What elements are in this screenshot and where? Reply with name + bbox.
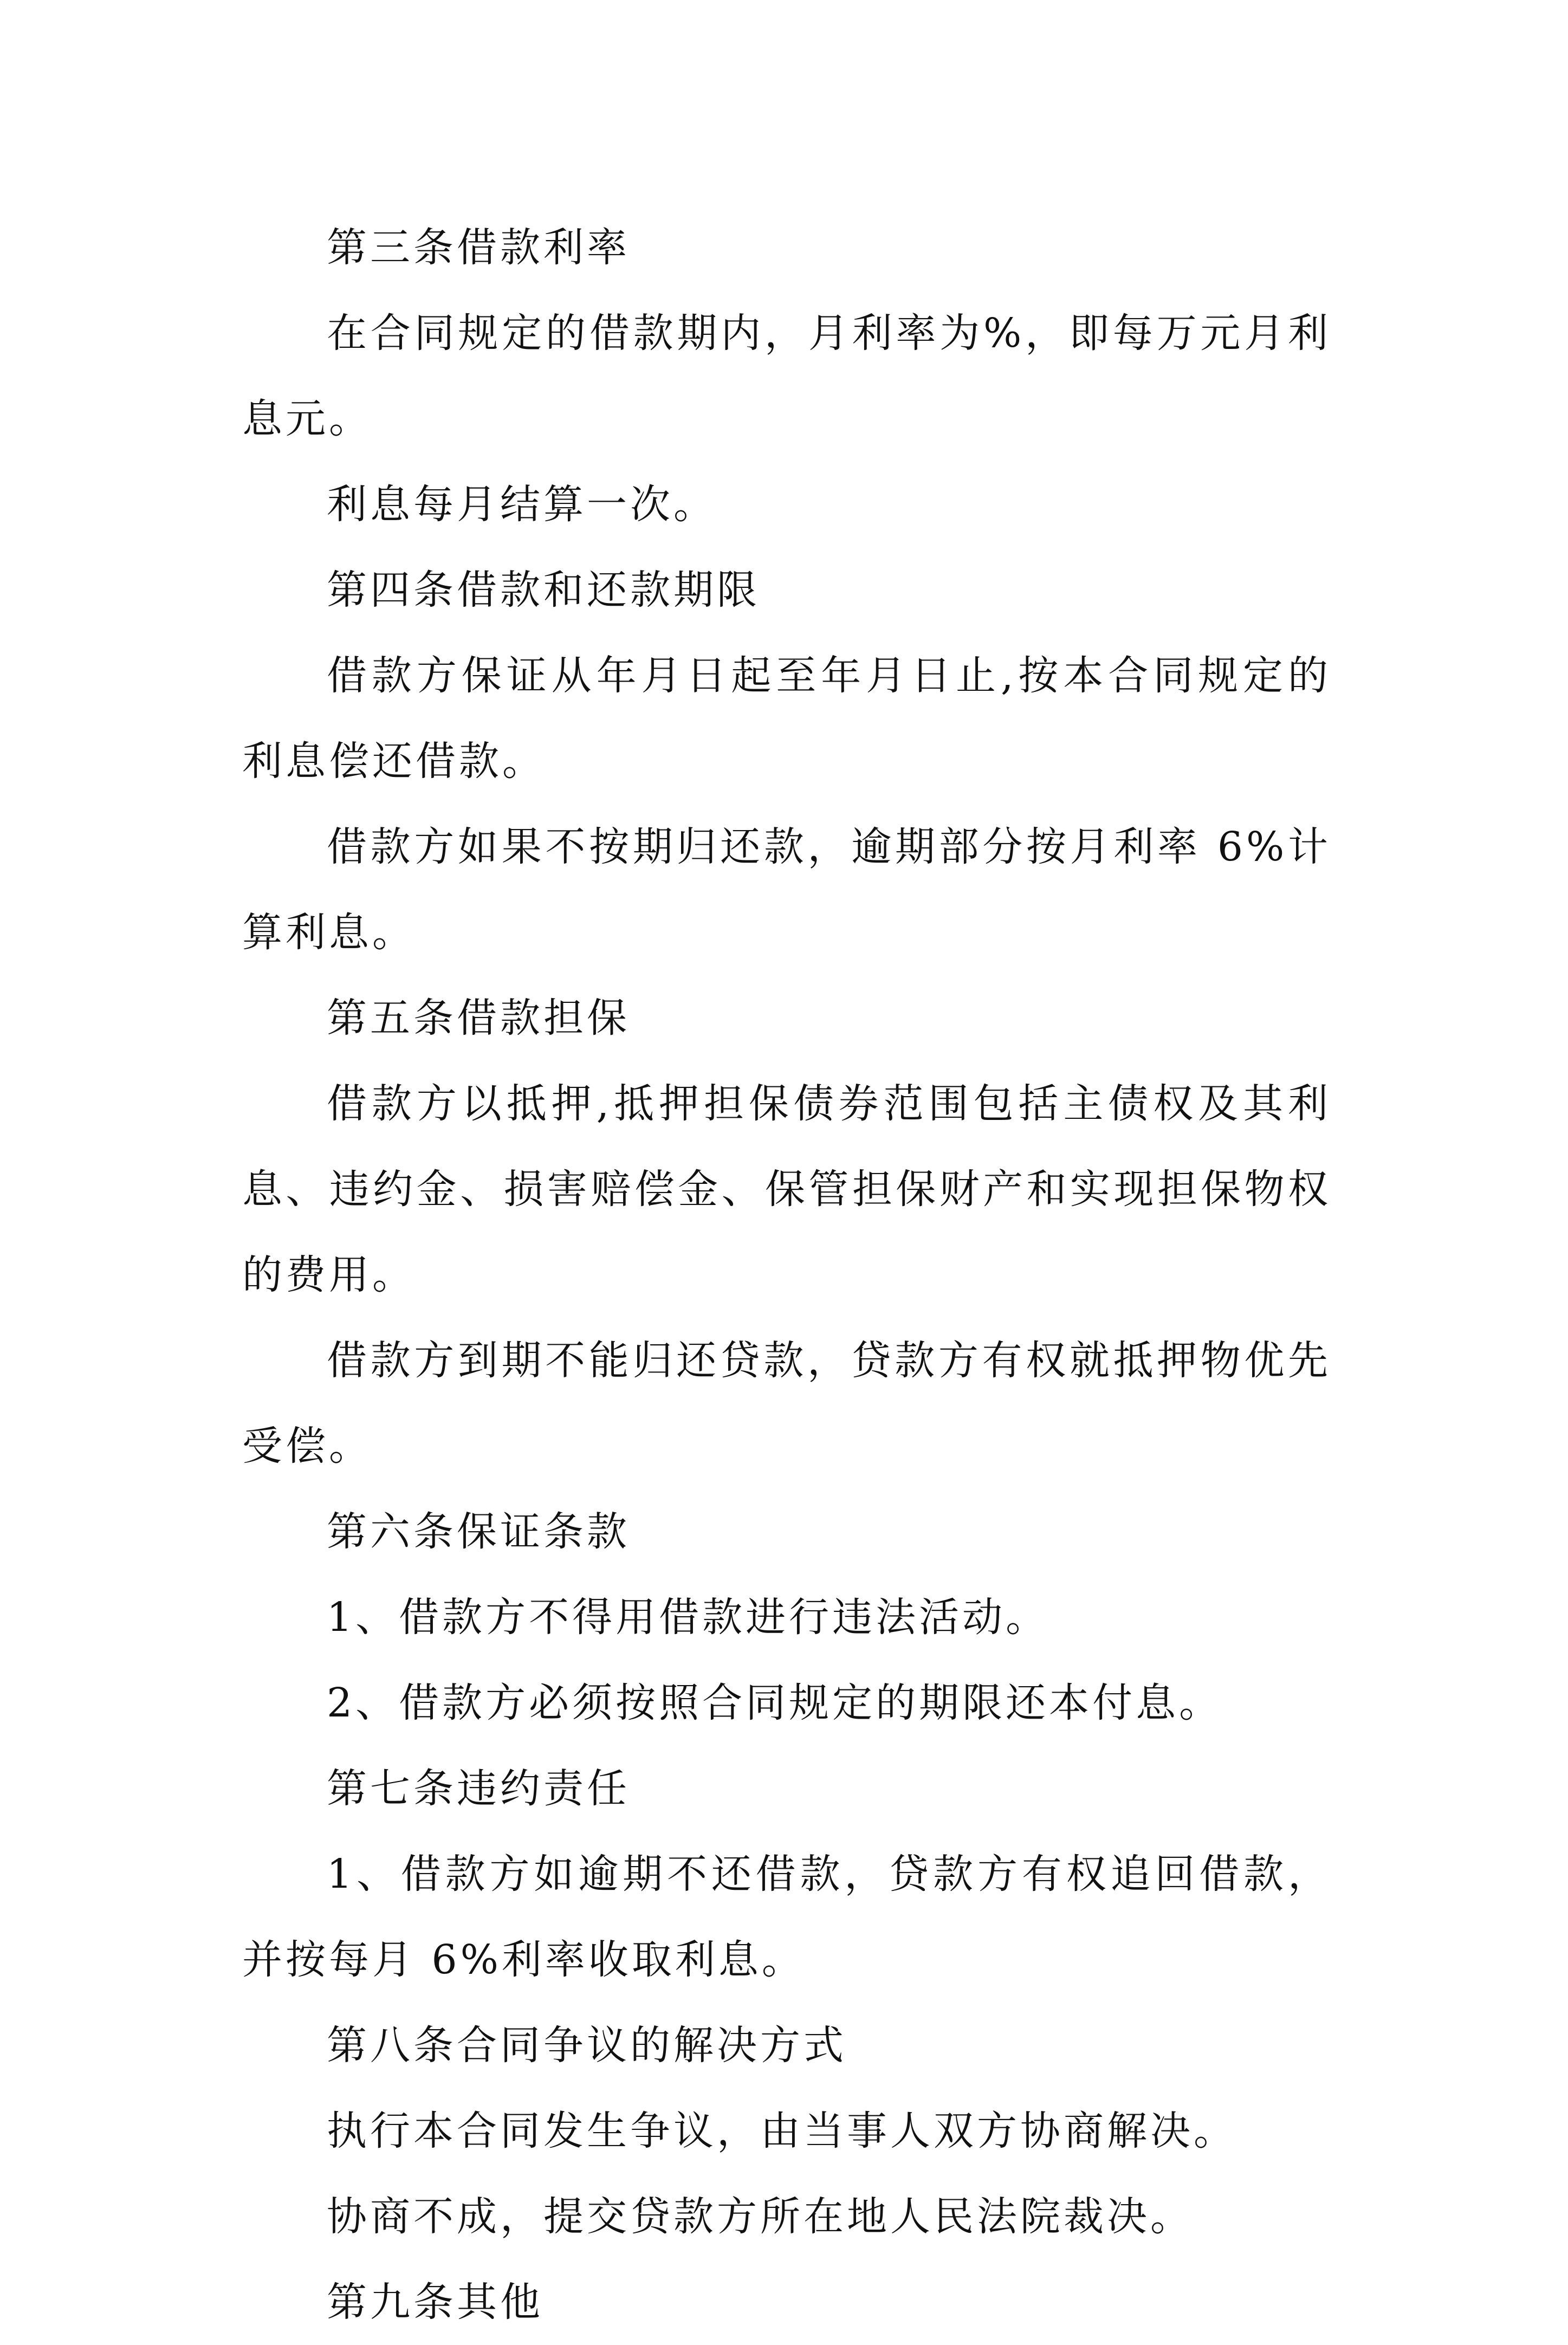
- article-7-heading: 第七条违约责任: [327, 1765, 630, 1812]
- article-8-heading: 第八条合同争议的解决方式: [327, 2022, 847, 2069]
- liability-clause-1: 1、借款方如逾期不还借款，贷款方有权追回借款，并按每月 6%利率收取利息。: [242, 1851, 1331, 1983]
- article-9-heading: 第九条其他: [327, 2279, 543, 2325]
- contract-body: [242, 205, 1331, 2345]
- article-5-heading: 第五条借款担保: [327, 995, 630, 1041]
- overdue-interest-paragraph: 借款方如果不按期归还款，逾期部分按月利率 6%计算利息。: [242, 824, 1331, 956]
- dispute-negotiation-paragraph: 执行本合同发生争议，由当事人双方协商解决。: [327, 2108, 1237, 2154]
- article-3-heading: 第三条借款利率: [327, 224, 630, 271]
- guarantee-clause-2: 2、借款方必须按照合同规定的期限还本付息。: [327, 1680, 1223, 1726]
- mortgage-priority-paragraph: 借款方到期不能归还贷款，贷款方有权就抵押物优先受偿。: [242, 1337, 1331, 1469]
- repayment-term-paragraph: 借款方保证从年月日起至年月日止,按本合同规定的利息偿还借款。: [242, 652, 1331, 785]
- article-4-heading: 第四条借款和还款期限: [327, 567, 760, 613]
- interest-rate-paragraph: 在合同规定的借款期内，月利率为%，即每万元月利息元。: [242, 310, 1331, 442]
- article-6-heading: 第六条保证条款: [327, 1508, 630, 1555]
- guarantee-clause-1: 1、借款方不得用借款进行违法活动。: [327, 1594, 1049, 1641]
- mortgage-scope-paragraph: 借款方以抵押,抵押担保债券范围包括主债权及其利息、违约金、损害赔偿金、保管担保财产和实现担保物权的费用。: [242, 1080, 1331, 1298]
- interest-settlement-paragraph: 利息每月结算一次。: [327, 481, 717, 528]
- dispute-court-paragraph: 协商不成，提交贷款方所在地人民法院裁决。: [327, 2193, 1194, 2240]
